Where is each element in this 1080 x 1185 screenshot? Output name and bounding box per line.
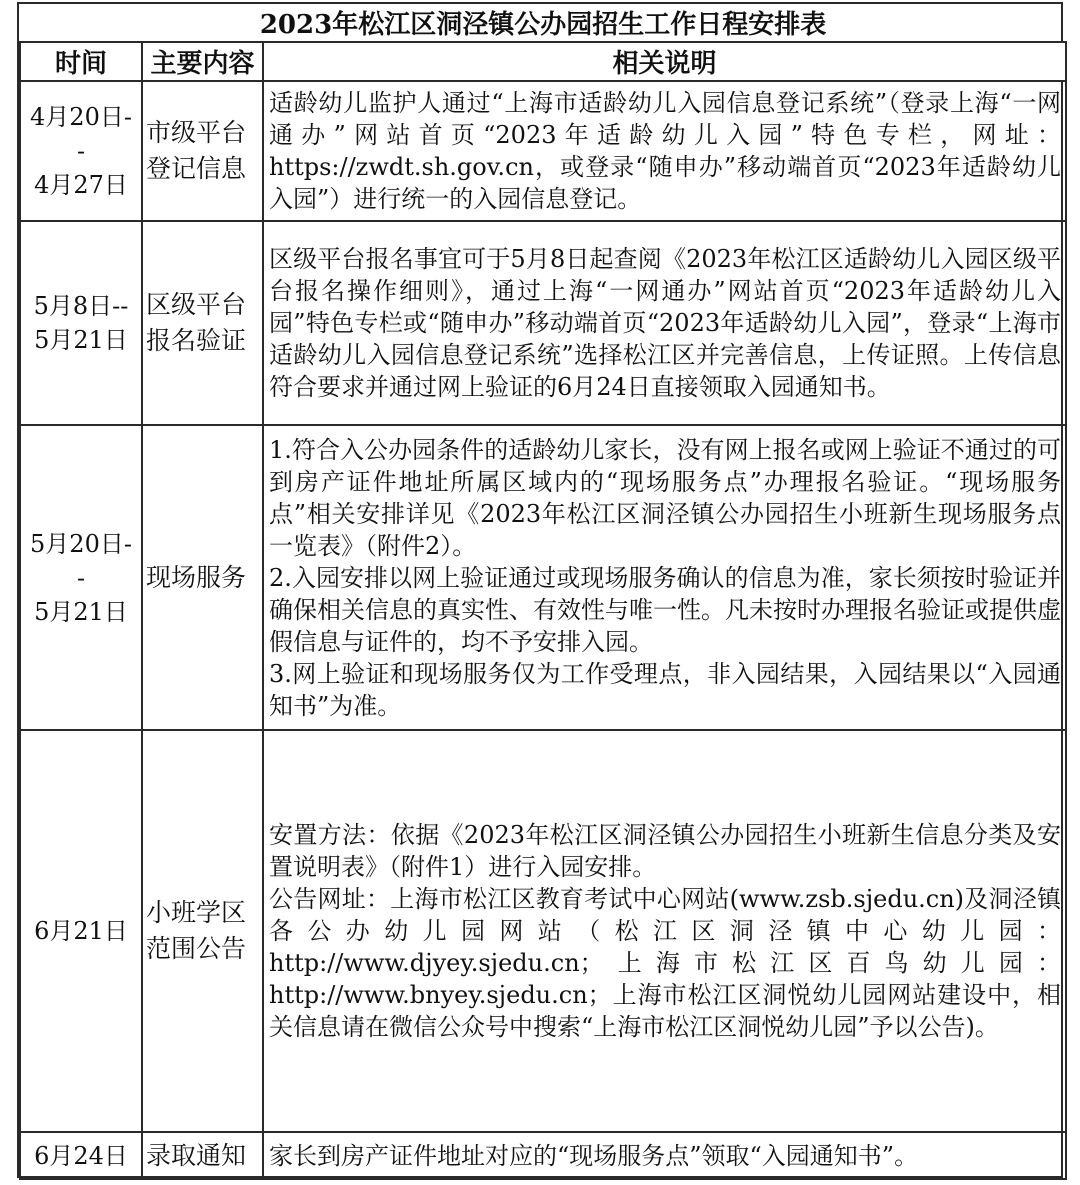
row-description-cell [263, 730, 1066, 1132]
time-text: 5月20日- [30, 529, 132, 558]
row-description-cell [263, 81, 1066, 221]
header-description: 相关说明 [263, 42, 1066, 81]
description-paragraph: 2.入园安排以网上验证通过或现场服务确认的信息为准，家长须按时验证并确保相关信息的真实性、有效性与唯一性。凡未按时办理报名验证或提供虚假信息与证件的，均不予安排入园。 [269, 563, 1062, 656]
description-paragraph: 3.网上验证和现场服务仅为工作受理点，非入园结果，入园结果以“入园通知书”为准。 [269, 659, 1062, 720]
time-text: 5月8日-- [33, 292, 129, 320]
row-time-cell [20, 221, 142, 425]
time-text: 6月21日 [34, 917, 128, 945]
content-text: 登记信息 [146, 154, 247, 183]
time-text: 4月20日- [30, 103, 132, 131]
row-time-cell [20, 425, 142, 730]
row-description-cell [263, 425, 1066, 730]
table-row [20, 425, 1066, 730]
row-content-cell [142, 1132, 263, 1179]
content-text: 市级平台 [146, 118, 247, 147]
row-content-cell [142, 221, 263, 425]
row-description-cell [263, 1132, 1066, 1179]
schedule-table-frame [17, 2, 1063, 1178]
description-paragraph: 区级平台报名事宜可于5月8日起查阅《2023年松江区适龄幼儿入园区级平台报名操作细则》，通过上海“一网通办”网站首页“2023年适龄幼儿入园”特色专栏或“随申办”移动端首页“2023年适龄幼儿入园”，登录“上海市适龄幼儿入园信息登记系统”选择松江区并完善信息，上传证照。上传信息符合要求并通过网上验证的6月24日直接领取入园通知书。 [269, 245, 1062, 401]
row-time-cell [20, 730, 142, 1132]
description-paragraph: 安置方法：依据《2023年松江区洞泾镇公办园招生小班新生信息分类及安置说明表》（附件1）进行入园安排。 [269, 821, 1062, 881]
table-row [20, 81, 1066, 221]
row-time-cell [20, 81, 142, 221]
row-content-cell [142, 81, 263, 221]
content-text: 报名验证 [146, 326, 247, 355]
schedule-table [19, 4, 1067, 1180]
content-text: 范围公告 [146, 934, 247, 963]
table-title: 2023年松江区洞泾镇公办园招生工作日程安排表 [20, 4, 1066, 42]
header-time: 时间 [20, 42, 142, 81]
row-description-cell [263, 221, 1066, 425]
table-row [20, 1132, 1066, 1179]
table-row [20, 730, 1066, 1132]
row-content-cell [142, 425, 263, 730]
header-content: 主要内容 [142, 42, 263, 81]
table-row [20, 221, 1066, 425]
time-text: - [76, 563, 86, 592]
time-text: 4月27日 [34, 171, 128, 199]
description-paragraph: 1.符合入公办园条件的适龄幼儿家长，没有网上报名或网上验证不通过的可到房产证件地址所属区域内的“现场服务点”办理报名验证。“现场服务点”相关安排详见《2023年松江区洞泾镇公办园招生小班新生现场服务点一览表》（附件2）。 [269, 435, 1062, 560]
description-paragraph: 适龄幼儿监护人通过“上海市适龄幼儿入园信息登记系统”（登录上海“一网通办”网站首页“2023年适龄幼儿入园”特色专栏，网址：https://zwdt.sh.gov.cn，或登录“随申办”移动端首页“2023年适龄幼儿入园”）进行统一的入园信息登记。 [269, 89, 1062, 213]
time-text: 5月21日 [34, 597, 128, 626]
content-text: 区级平台 [146, 290, 247, 319]
description-paragraph: 公告网址：上海市松江区教育考试中心网站(www.zsb.sjedu.cn)及洞泾镇各公办幼儿园网站（松江区洞泾镇中心幼儿园：http://www.djyey.sjedu.cn；上海市松江区百鸟幼儿园：http://www.bnyey.sjedu.cn；上海市松江区洞悦幼儿园网站建设中，相关信息请在微信公众号中搜索“上海市松江区洞悦幼儿园”予以公告)。 [269, 885, 1062, 1041]
time-text: - [76, 137, 86, 165]
time-text: 6月24日 [34, 1141, 128, 1170]
content-text: 录取通知 [146, 1140, 247, 1170]
content-text: 小班学区 [146, 898, 247, 927]
row-time-cell [20, 1132, 142, 1179]
content-text: 现场服务 [146, 562, 247, 592]
description-paragraph: 家长到房产证件地址对应的“现场服务点”领取“入园通知书”。 [269, 1141, 919, 1170]
time-text: 5月21日 [34, 326, 128, 354]
row-content-cell [142, 730, 263, 1132]
